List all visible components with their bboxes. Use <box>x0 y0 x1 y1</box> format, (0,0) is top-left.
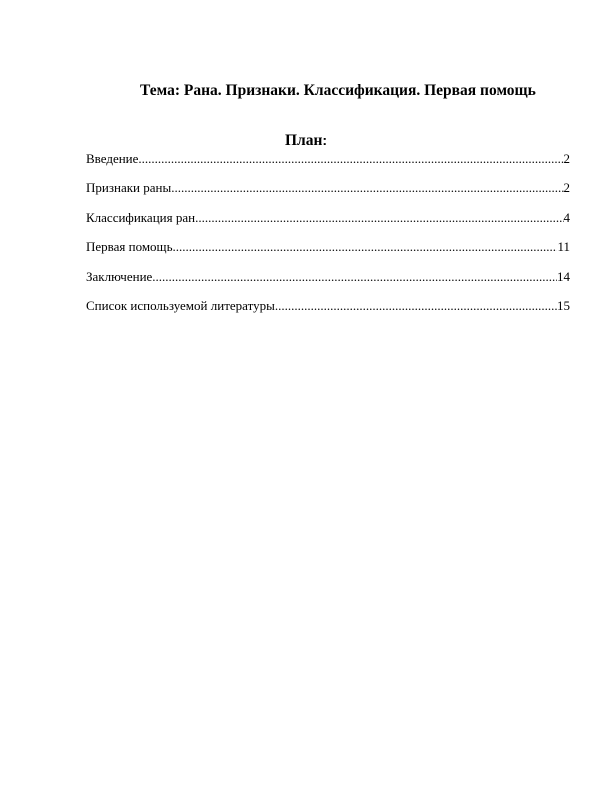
toc-dot-leader <box>275 298 557 314</box>
toc-entry-wound-signs[interactable] <box>86 180 570 209</box>
toc-dot-leader <box>173 239 558 255</box>
plan-heading-colon: : <box>322 132 328 148</box>
toc-entry-label: Введение <box>86 151 139 166</box>
toc-entry-conclusion[interactable] <box>86 269 570 298</box>
toc-entry-page-number: 2 <box>563 180 570 196</box>
toc-entry-page-number: 15 <box>557 297 570 313</box>
toc-entry-label: Классификация ран <box>86 209 196 225</box>
toc-entry-first-aid[interactable] <box>86 239 570 268</box>
plan-heading-text: План <box>284 132 323 149</box>
toc-entry-label: Список используемой литературы <box>86 297 275 313</box>
plan-heading <box>0 131 612 150</box>
toc-entry-page-number: 2 <box>563 151 570 166</box>
toc-dot-leader <box>195 210 563 226</box>
toc-entry-page-number: 11 <box>557 239 570 255</box>
toc-entry-wound-classification[interactable] <box>86 210 570 239</box>
toc-entry-page-number: 4 <box>563 209 570 225</box>
table-of-contents <box>86 151 570 327</box>
toc-dot-leader <box>152 269 557 285</box>
document-title: Тема: Рана. Признаки. Классификация. Первая помощь <box>140 82 536 99</box>
toc-entry-label: Признаки раны <box>86 180 172 196</box>
toc-entry-label: Заключение <box>86 268 153 284</box>
toc-dot-leader <box>138 151 563 167</box>
toc-dot-leader <box>171 180 563 196</box>
toc-entry-label: Первая помощь <box>86 239 173 255</box>
toc-entry-introduction[interactable] <box>86 151 570 180</box>
toc-entry-page-number: 14 <box>557 268 570 284</box>
toc-entry-references[interactable] <box>86 298 570 327</box>
